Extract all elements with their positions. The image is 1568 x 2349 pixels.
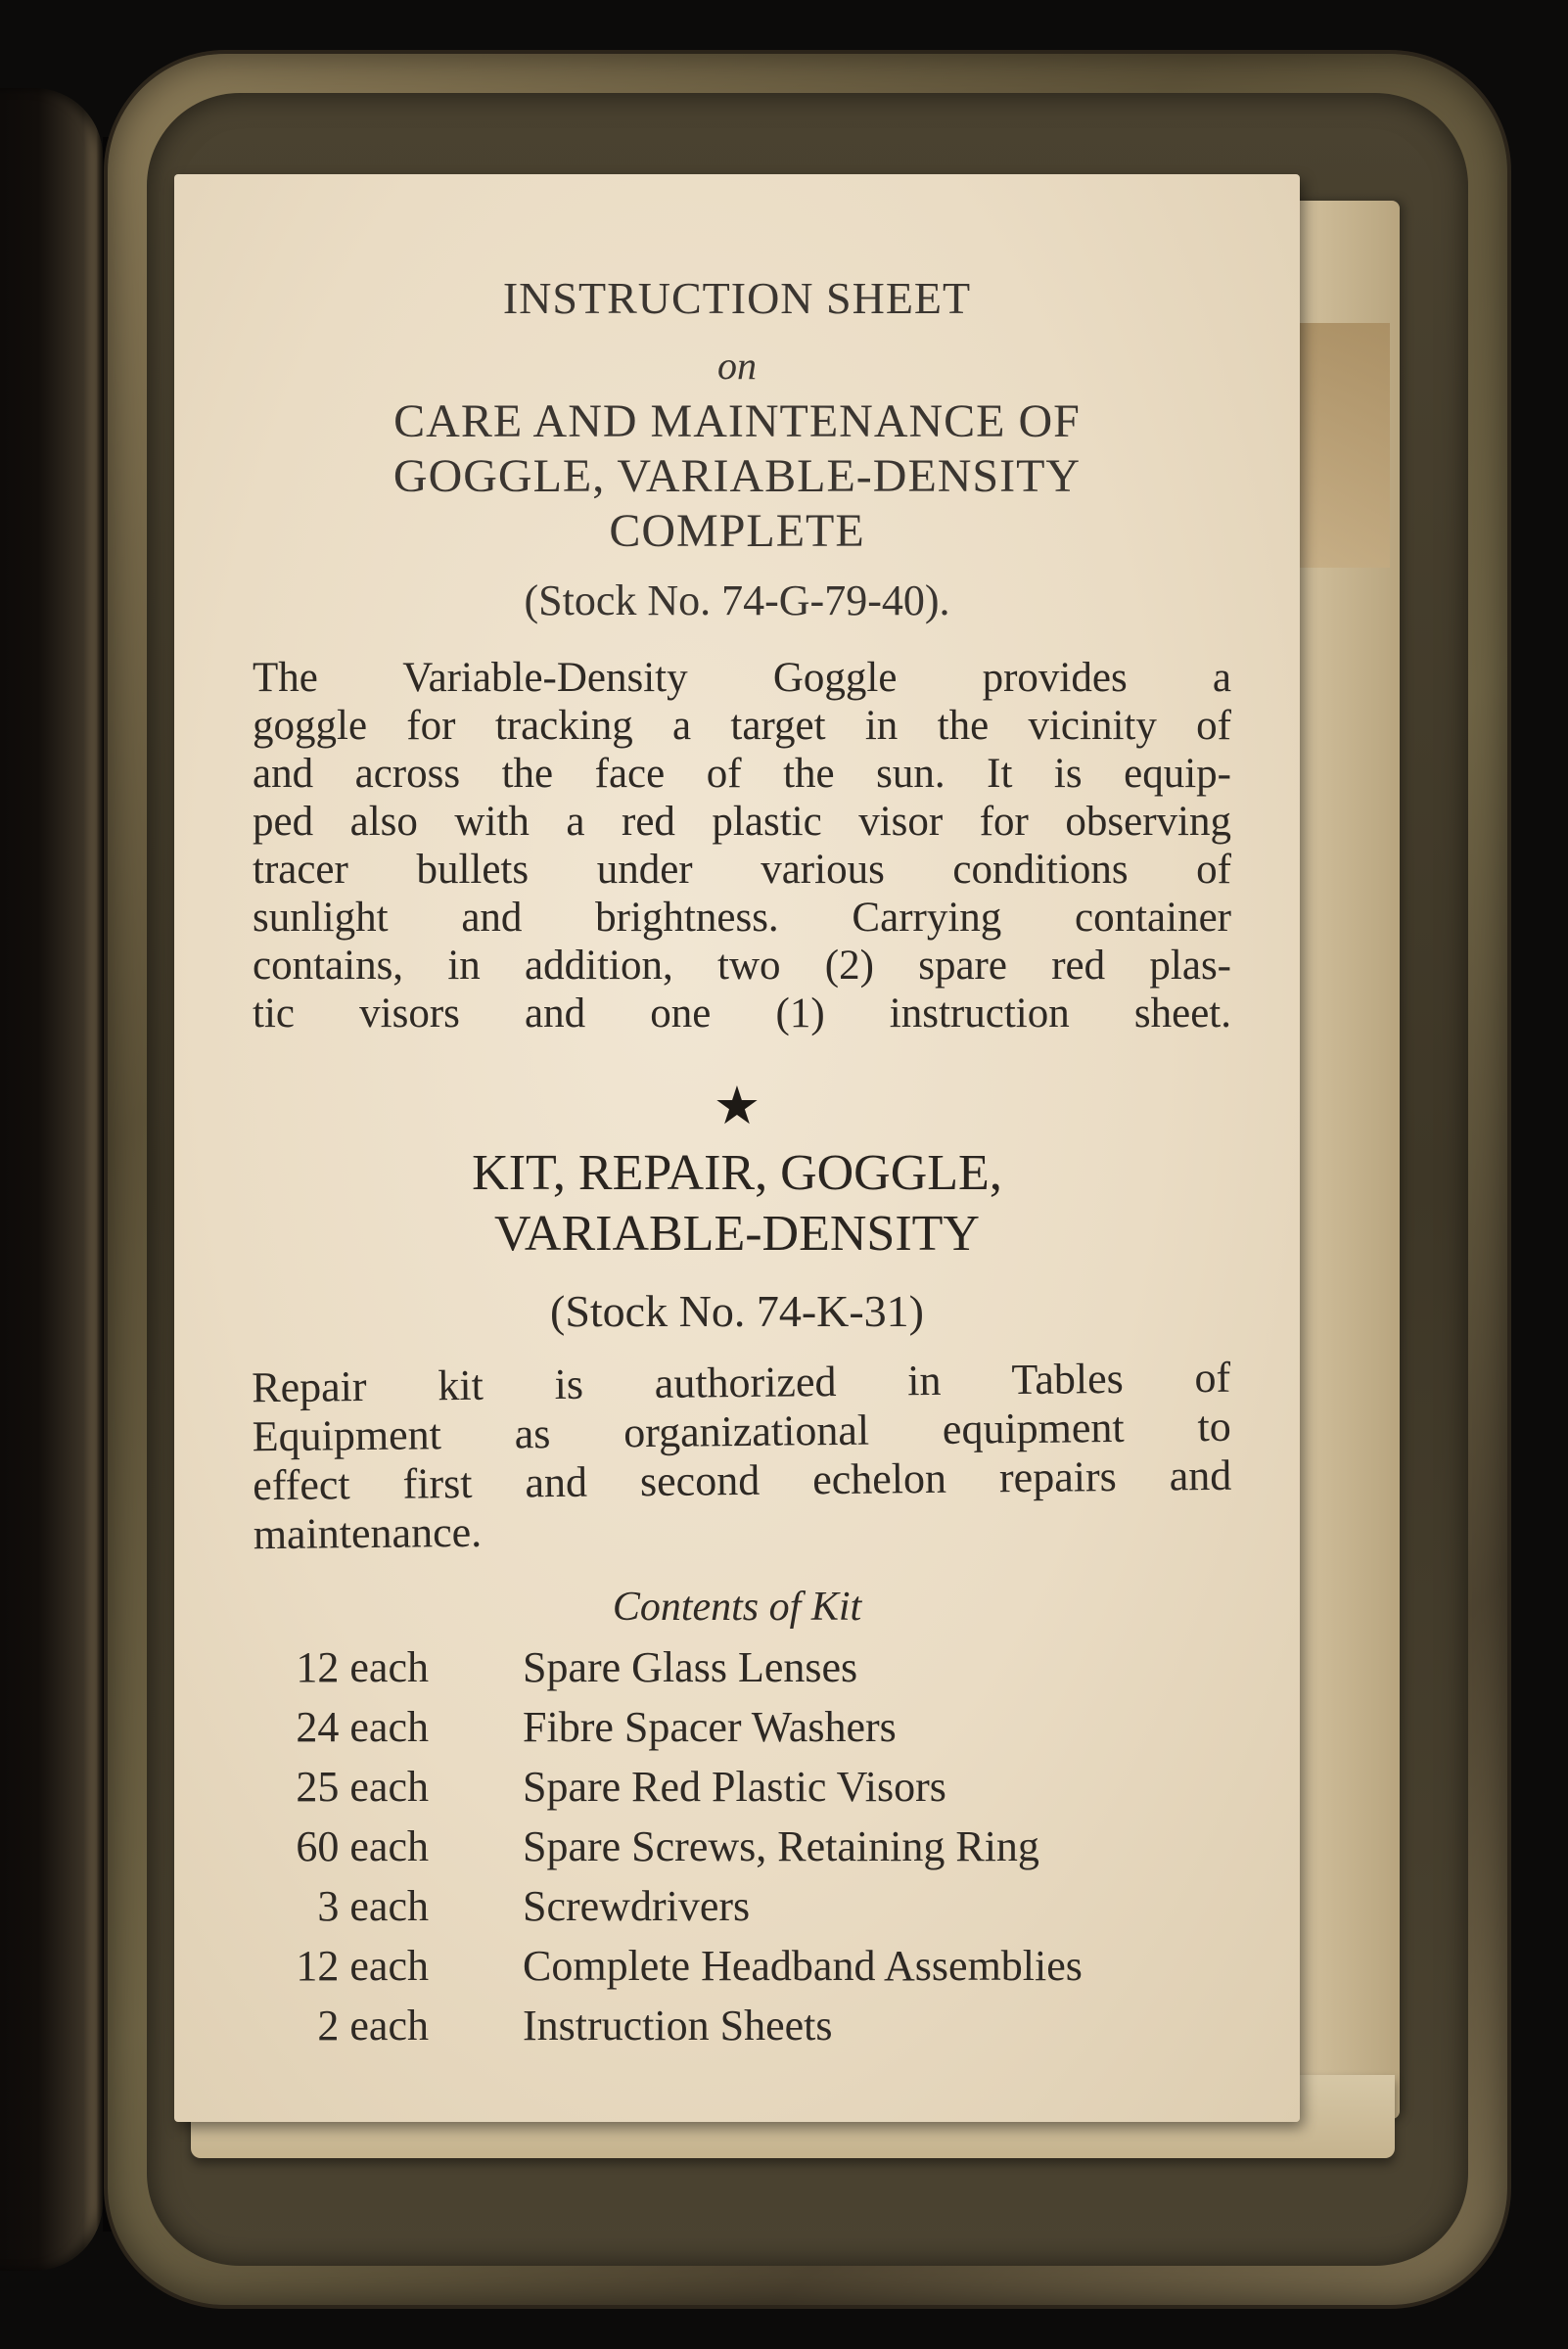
title-line: CARE AND MAINTENANCE OF — [393, 395, 1081, 447]
contents-list — [253, 1642, 1231, 2060]
sheet-heading-on: on — [717, 344, 757, 388]
paragraph-line: contains, in addition, two (2) spare red plas- — [253, 943, 1231, 989]
kit-paragraph — [252, 1354, 1232, 1559]
paragraph-line: ped also with a red plastic visor for observing — [253, 799, 1231, 845]
paragraph-line: tic visors and one (1) instruction sheet. — [253, 990, 1231, 1036]
item-quantity: 12 each — [296, 1643, 429, 1691]
paragraph-line: Equipment as organizational equipment to — [252, 1402, 1231, 1461]
list-item — [253, 1941, 1231, 2001]
star-icon: ★ — [713, 1077, 761, 1135]
paragraph-line: effect first and second echelon repairs and — [253, 1451, 1232, 1510]
item-quantity: 60 each — [296, 1822, 429, 1870]
item-quantity: 12 each — [296, 1942, 429, 1990]
contents-title: Contents of Kit — [612, 1585, 862, 1630]
item-name: Spare Glass Lenses — [523, 1643, 858, 1691]
list-item — [253, 1881, 1231, 1941]
kit-title-line: VARIABLE-DENSITY — [494, 1206, 980, 1262]
item-name: Screwdrivers — [523, 1882, 751, 1930]
item-quantity: 24 each — [296, 1703, 429, 1751]
item-quantity: 2 each — [317, 2002, 429, 2050]
item-name: Complete Headband Assemblies — [523, 1942, 1083, 1990]
list-item — [253, 2001, 1231, 2060]
paragraph-line: Repair kit is authorized in Tables of — [251, 1353, 1231, 1412]
paragraph-line: sunlight and brightness. Carrying container — [253, 895, 1231, 941]
paragraph-line: and across the face of the sun. It is equip- — [253, 751, 1231, 797]
title-line: GOGGLE, VARIABLE-DENSITY — [392, 450, 1082, 502]
stock-number-kit: (Stock No. 74-K-31) — [550, 1286, 924, 1336]
item-quantity: 3 each — [317, 1882, 429, 1930]
item-quantity: 25 each — [296, 1763, 429, 1811]
description-paragraph — [253, 654, 1231, 1037]
paragraph-line: maintenance. — [253, 1507, 483, 1559]
stock-number-goggle: (Stock No. 74-G-79-40). — [524, 576, 950, 624]
list-item — [253, 1642, 1231, 1702]
item-name: Spare Screws, Retaining Ring — [523, 1822, 1039, 1870]
paragraph-line: The Variable-Density Goggle provides a — [253, 655, 1231, 701]
kit-title — [174, 1143, 1300, 1265]
instruction-sheet — [174, 174, 1300, 2122]
list-item — [253, 1821, 1231, 1881]
item-name: Fibre Spacer Washers — [523, 1703, 897, 1751]
paragraph-line: goggle for tracking a target in the vicinity of — [253, 703, 1231, 749]
title-line: COMPLETE — [609, 505, 865, 557]
tin-lid — [0, 88, 103, 2271]
item-name: Instruction Sheets — [523, 2002, 833, 2050]
list-item — [253, 1762, 1231, 1821]
sheet-title — [174, 394, 1300, 559]
paragraph-line: tracer bullets under various conditions of — [253, 847, 1231, 893]
list-item — [253, 1702, 1231, 1762]
kit-title-line: KIT, REPAIR, GOGGLE, — [472, 1145, 1002, 1201]
sheet-heading: INSTRUCTION SHEET — [502, 273, 972, 323]
item-name: Spare Red Plastic Visors — [523, 1763, 946, 1811]
